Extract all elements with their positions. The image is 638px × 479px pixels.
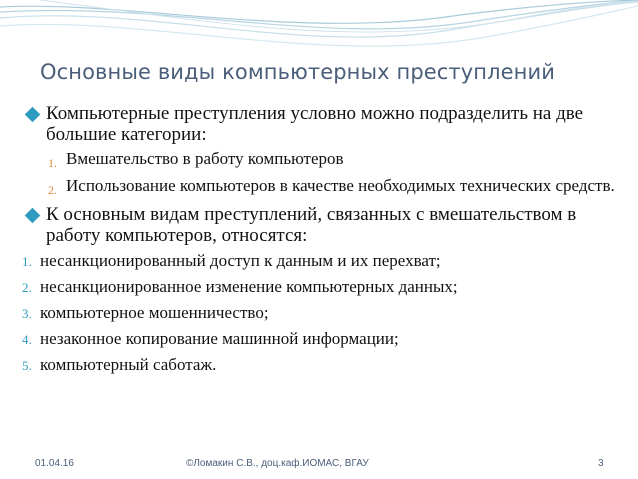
bullet-item: [22, 103, 622, 145]
list-text: несанкционированное изменение компьютерных данных;: [40, 277, 458, 296]
bullet-item: [22, 204, 622, 246]
sub-list-item: [48, 176, 622, 200]
numbered-list-item: [22, 354, 622, 380]
page-number: 3: [598, 458, 604, 469]
footer-author: ©Ломакин С.В., доц.каф.ИОМАС, ВГАУ: [186, 458, 369, 469]
sub-list-item: [48, 149, 622, 173]
sub-list-text: Использование компьютеров в качестве необходимых технических средств.: [66, 176, 615, 195]
list-text: незаконное копирование машинной информации;: [40, 329, 399, 348]
sub-list-number: 2.: [48, 183, 57, 197]
list-text: компьютерный саботаж.: [40, 355, 217, 374]
list-number: 4.: [22, 332, 32, 347]
numbered-list-item: [22, 250, 622, 276]
numbered-list-item: [22, 276, 622, 302]
list-number: 5.: [22, 358, 32, 373]
list-text: компьютерное мошенничество;: [40, 303, 269, 322]
numbered-list-item: [22, 302, 622, 328]
bullet-text: Компьютерные преступления условно можно подразделить на две большие категории:: [46, 103, 584, 145]
list-number: 3.: [22, 306, 32, 321]
sub-list: [48, 149, 622, 200]
numbered-list: [22, 250, 622, 380]
numbered-list-item: [22, 328, 622, 354]
list-number: 2.: [22, 280, 32, 295]
slide-content: [22, 103, 622, 380]
diamond-bullet-icon: [25, 107, 41, 123]
bullet-text: К основным видам преступлений, связанных с вмешательством в работу компьютеров, относятся:: [46, 204, 577, 246]
diamond-bullet-icon: [25, 208, 41, 224]
list-number: 1.: [22, 254, 32, 269]
sub-list-number: 1.: [48, 156, 57, 170]
sub-list-text: Вмешательство в работу компьютеров: [66, 149, 344, 168]
slide-title: Основные виды компьютерных преступлений: [40, 60, 555, 84]
list-text: несанкционированный доступ к данным и их перехват;: [40, 251, 441, 270]
footer-date: 01.04.16: [35, 458, 74, 469]
